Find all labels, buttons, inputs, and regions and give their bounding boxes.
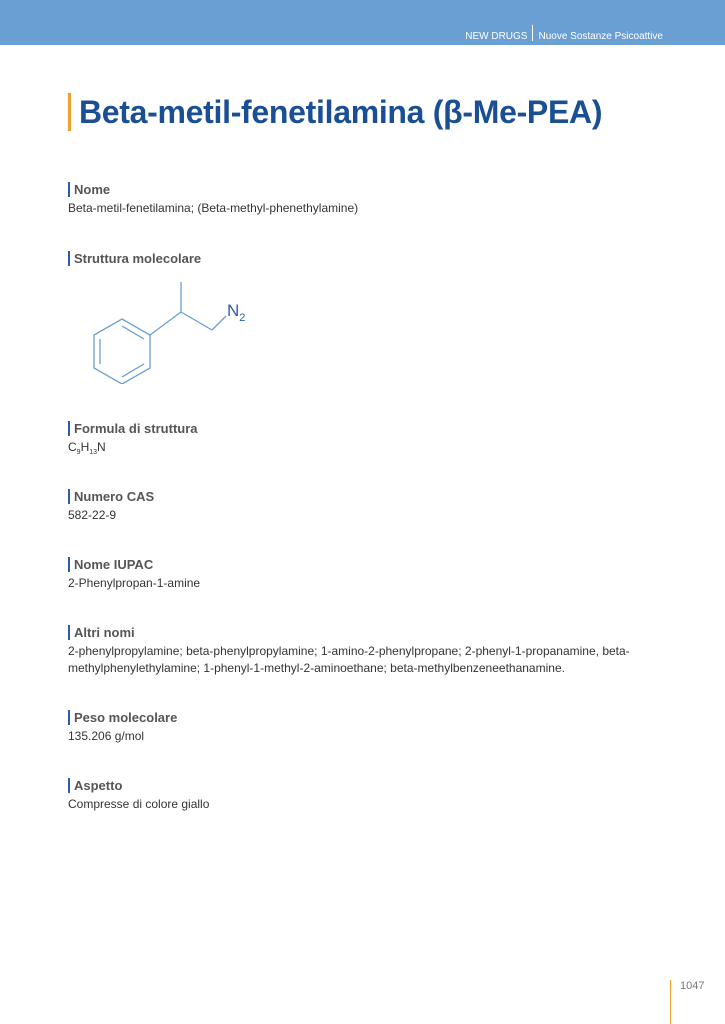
header-new-drugs: NEW DRUGS <box>465 30 528 42</box>
label-marker <box>68 710 70 725</box>
label-altri-nomi: Altri nomi <box>74 624 135 640</box>
section-iupac <box>68 556 688 592</box>
section-cas <box>68 488 688 524</box>
page-number-divider <box>670 980 671 1024</box>
page-title: Beta-metil-fenetilamina (β-Me-PEA) <box>79 93 603 130</box>
value-cas: 582-22-9 <box>68 508 117 522</box>
section-nome <box>68 181 688 217</box>
header-subtitle: Nuove Sostanze Psicoattive <box>538 30 663 42</box>
value-formula: $C_9H_{13}N$ <box>68 440 106 456</box>
label-marker <box>68 182 70 197</box>
label-peso: Peso molecolare <box>74 709 178 725</box>
label-aspetto: Aspetto <box>74 777 123 793</box>
label-formula: Formula di struttura <box>74 420 198 436</box>
section-peso <box>68 709 688 745</box>
altri-nomi-line-1: 2-phenylpropylamine; beta-phenylpropylamine; 1-amino-2-phenylpropane; 2-phenyl-1-propanamine, beta- <box>68 644 630 658</box>
value-nome: Beta-metil-fenetilamina; (Beta-methyl-phenethylamine) <box>68 201 359 215</box>
bond-ch-ch2 <box>181 312 212 330</box>
section-struttura <box>68 250 688 266</box>
value-altri-nomi <box>68 643 708 677</box>
section-altri-nomi <box>68 624 708 677</box>
label-iupac: Nome IUPAC <box>74 556 154 572</box>
bond-ring-ch <box>150 312 181 335</box>
ring-double-bond <box>122 326 144 339</box>
label-marker <box>68 421 70 436</box>
label-marker <box>68 778 70 793</box>
header-running-title <box>465 28 663 44</box>
label-cas: Numero CAS <box>74 488 155 504</box>
page-number: 1047 <box>680 980 705 992</box>
value-iupac: 2-Phenylpropan-1-amine <box>68 576 201 590</box>
label-marker <box>68 251 70 266</box>
label-nome: Nome <box>74 181 111 197</box>
bond-ch2-n <box>212 316 226 330</box>
benzene-ring <box>94 319 150 384</box>
label-struttura: Struttura molecolare <box>74 250 202 266</box>
section-aspetto <box>68 777 688 813</box>
section-formula <box>68 420 688 458</box>
title-accent-bar <box>68 93 71 131</box>
molecular-structure <box>80 274 280 384</box>
ring-double-bond <box>122 364 144 377</box>
amine-group-label: $N_2$ <box>227 301 246 324</box>
title-block <box>68 93 602 131</box>
value-aspetto: Compresse di colore giallo <box>68 797 210 811</box>
header-divider <box>532 25 533 41</box>
value-peso: 135.206 g/mol <box>68 729 145 743</box>
label-marker <box>68 625 70 640</box>
altri-nomi-line-2: methylphenylethylamine; 1-phenyl-1-methyl-2-aminoethane; beta-methylbenzeneethanamine. <box>68 661 565 675</box>
label-marker <box>68 557 70 572</box>
label-marker <box>68 489 70 504</box>
